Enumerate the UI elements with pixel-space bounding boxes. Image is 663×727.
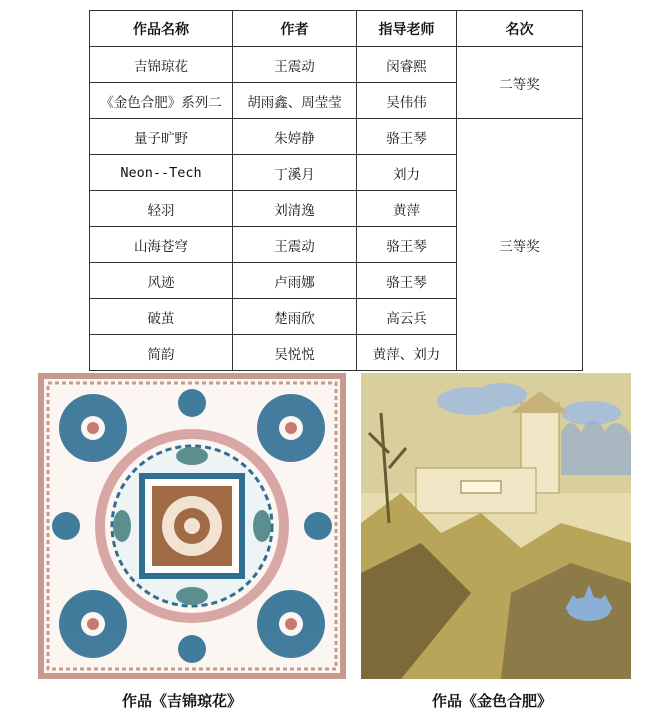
work-name-cell: 量子旷野 (90, 119, 233, 155)
teacher-cell: 闵睿熙 (357, 47, 457, 83)
header-author: 作者 (233, 11, 357, 47)
caption-left: 作品《吉锦琼花》 (122, 692, 243, 710)
author-cell: 刘清逸 (233, 191, 357, 227)
author-cell: 王震动 (233, 47, 357, 83)
artwork-golden-hefei (361, 373, 631, 679)
table-header-row (90, 11, 583, 47)
author-cell: 楚雨欣 (233, 299, 357, 335)
caption-right: 作品《金色合肥》 (432, 692, 553, 710)
author-cell: 朱婷静 (233, 119, 357, 155)
rank-cell-third: 三等奖 (457, 119, 583, 371)
teacher-cell: 骆王琴 (357, 227, 457, 263)
author-cell: 吴悦悦 (233, 335, 357, 371)
teacher-cell: 骆王琴 (357, 119, 457, 155)
awards-table (89, 10, 583, 371)
work-name-cell: Neon--Tech (90, 155, 233, 191)
author-cell: 胡雨鑫、周莹莹 (233, 83, 357, 119)
author-cell: 丁溪月 (233, 155, 357, 191)
work-name-cell: 《金色合肥》系列二 (90, 83, 233, 119)
teacher-cell: 吴伟伟 (357, 83, 457, 119)
teacher-cell: 高云兵 (357, 299, 457, 335)
teacher-cell: 黄萍、刘力 (357, 335, 457, 371)
work-name-cell: 轻羽 (90, 191, 233, 227)
work-name-cell: 破茧 (90, 299, 233, 335)
ornament-pattern-image (38, 373, 346, 679)
author-cell: 卢雨娜 (233, 263, 357, 299)
work-name-cell: 山海苍穹 (90, 227, 233, 263)
table-row (90, 119, 583, 155)
work-name-cell: 简韵 (90, 335, 233, 371)
header-teacher: 指导老师 (357, 11, 457, 47)
header-work-name: 作品名称 (90, 11, 233, 47)
work-name-cell: 吉锦琼花 (90, 47, 233, 83)
teacher-cell: 骆王琴 (357, 263, 457, 299)
work-name-cell: 风迹 (90, 263, 233, 299)
table-row (90, 47, 583, 83)
landscape-painting-image (361, 373, 631, 679)
artwork-jijin-qionghua (38, 373, 346, 679)
rank-cell-second: 二等奖 (457, 47, 583, 119)
author-cell: 王震动 (233, 227, 357, 263)
teacher-cell: 刘力 (357, 155, 457, 191)
header-rank: 名次 (457, 11, 583, 47)
teacher-cell: 黄萍 (357, 191, 457, 227)
